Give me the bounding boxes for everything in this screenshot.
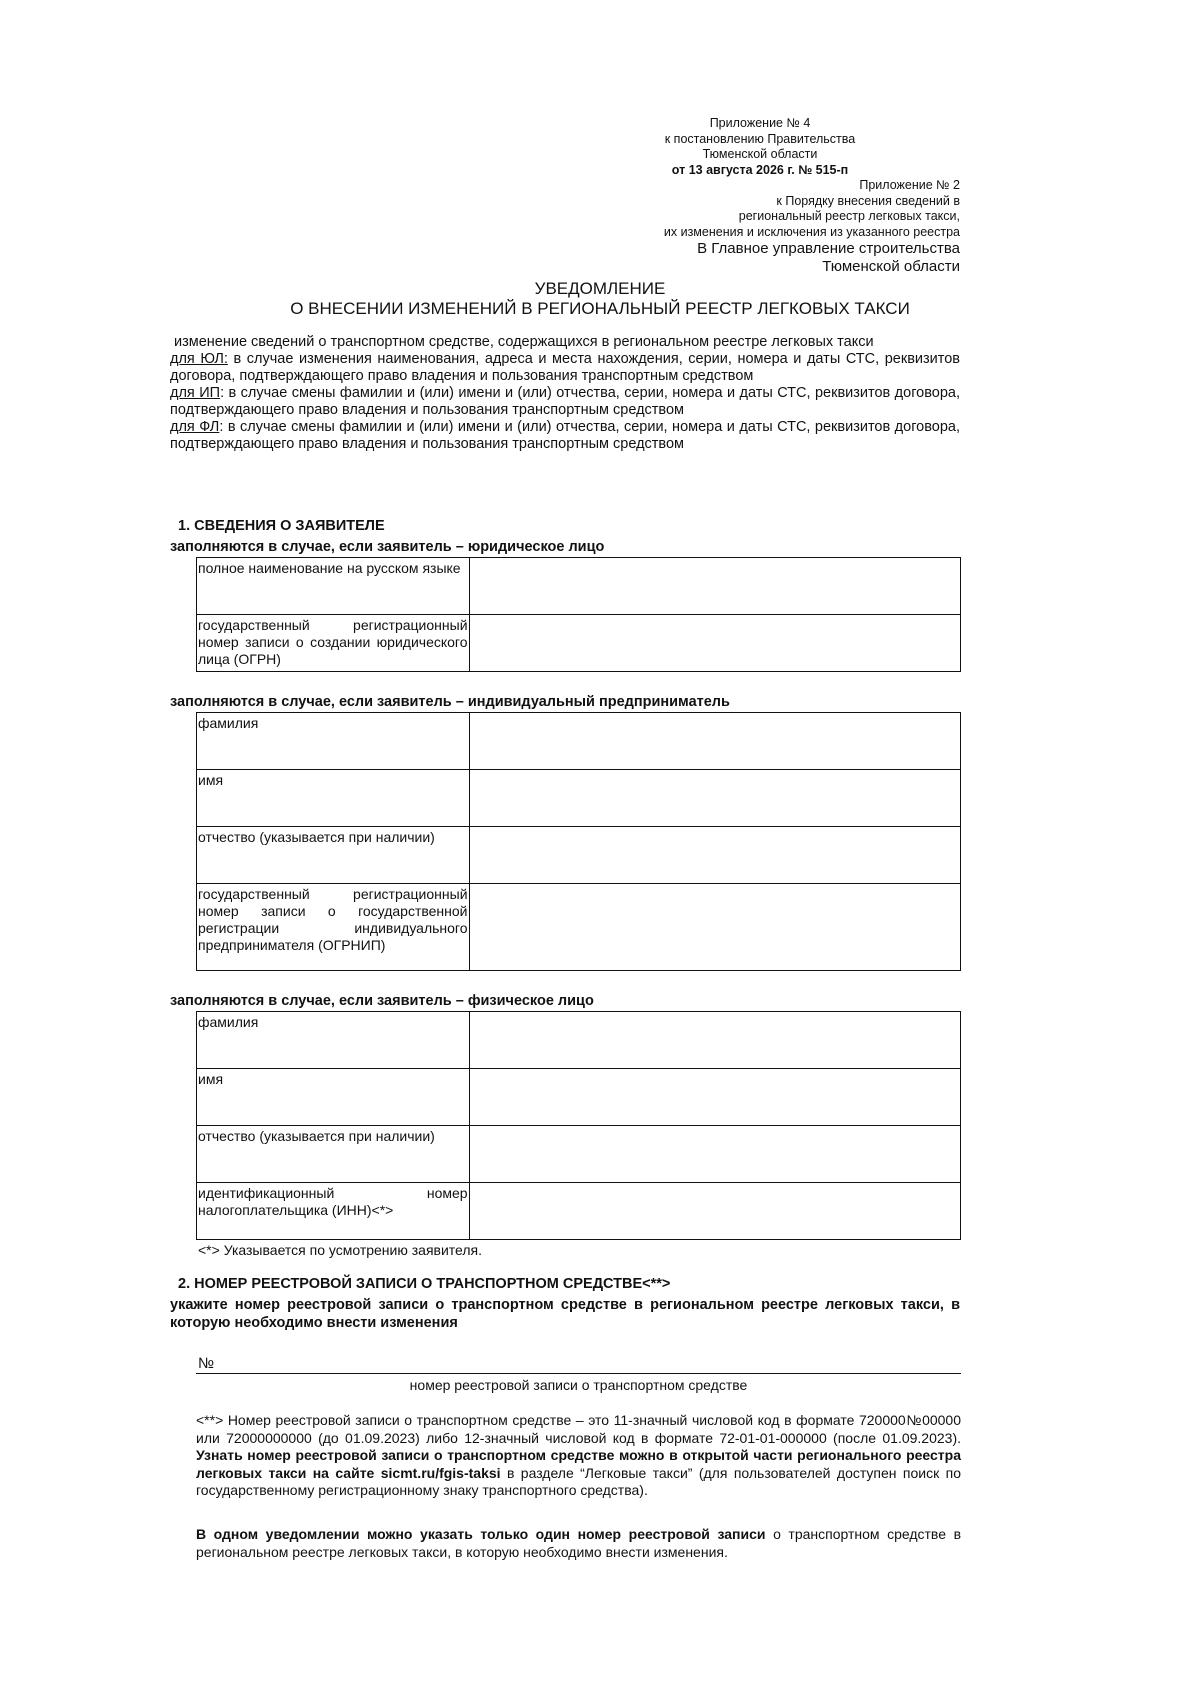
individual-label: для ФЛ [170,419,220,435]
order-appendix-line1: к Порядку внесения сведений в [776,193,960,208]
table-row [197,1069,961,1126]
intro-entrepreneur [170,385,960,419]
ip-patronymic-field[interactable] [469,827,960,884]
appendix-region: Тюменской области [702,147,818,161]
order-appendix-line3: их изменения и исключения из указанного реестра [663,224,960,239]
registry-number-note [196,1412,961,1500]
appendix-decree: к постановлению Правительства [664,131,856,146]
note-text-part2: в разделе “Легковые такси” (для пользователей доступен поиск по государственному регистрационному знаку транспортного средства). [196,1464,961,1498]
entrepreneur-subtitle: заполняются в случае, если заявитель – индивидуальный предприниматель [170,694,730,710]
section2-instruction: укажите номер реестровой записи о транспортном средстве в региональном реестре легковых такси, в которую необходимо внести изменения [170,1297,960,1331]
ogrn-field[interactable] [469,615,960,672]
addressee-line1: В Главное управление строительства [697,240,960,257]
individual-text: : в случае смены фамилии и (или) имени и (или) отчества, серии, номера и даты СТС, реквизитов договора, подтверждающего право владения и пользования транспортным средством [170,419,960,452]
registry-number-line[interactable] [196,1373,961,1374]
legal-entity-text: в случае изменения наименования, адреса и места нахождения, серии, номера и даты СТС, реквизитов договора, подтверждающего право владения и пользования транспортным средством [170,351,961,384]
section2-title: 2. НОМЕР РЕЕСТРОВОЙ ЗАПИСИ О ТРАНСПОРТНОМ СРЕДСТВЕ<**> [178,1276,671,1292]
appendix-number: Приложение № 4 [709,116,811,130]
legal-entity-subtitle: заполняются в случае, если заявитель – юридическое лицо [170,539,605,555]
field-label: отчество (указывается при наличии) [197,1126,470,1183]
legal-entity-table [196,557,961,672]
footnote-asterisk: <*> Указывается по усмотрению заявителя. [198,1242,482,1258]
section1-title: 1. СВЕДЕНИЯ О ЗАЯВИТЕЛЕ [178,518,385,534]
table-row [197,827,961,884]
field-label: идентификационный номер налогоплательщика (ИНН)<*> [197,1183,470,1240]
fl-name-field[interactable] [469,1069,960,1126]
addressee [697,240,960,276]
title-line1: УВЕДОМЛЕНИЕ [534,279,666,298]
number-prefix: № [198,1355,215,1372]
entrepreneur-table [196,712,961,971]
table-row [197,558,961,615]
addressee-line2: Тюменской области [822,258,960,275]
field-label: отчество (указывается при наличии) [197,827,470,884]
intro-line1: изменение сведений о транспортном средстве, содержащихся в региональном реестре легковых такси [174,334,874,350]
field-label: фамилия [197,713,470,770]
final-note-bold: В одном уведомлении можно указать только один номер реестровой записи [196,1526,766,1542]
field-label: полное наименование на русском языке [197,558,470,615]
appendix-date: от 13 августа 2026 г. № 515-п [671,162,849,177]
title-line2: О ВНЕСЕНИИ ИЗМЕНЕНИЙ В РЕГИОНАЛЬНЫЙ РЕЕСТР ЛЕГКОВЫХ ТАКСИ [290,299,910,318]
table-row [197,1183,961,1240]
fl-surname-field[interactable] [469,1012,960,1069]
appendix-header [560,116,960,178]
ogrnip-field[interactable] [469,884,960,971]
order-appendix-number: Приложение № 2 [859,178,960,192]
individual-subtitle: заполняются в случае, если заявитель – физическое лицо [170,993,594,1009]
intro-individual [170,419,960,453]
table-row [197,770,961,827]
full-name-field[interactable] [469,558,960,615]
field-label: фамилия [197,1012,470,1069]
field-label: имя [197,770,470,827]
individual-table [196,1011,961,1240]
table-row [197,1126,961,1183]
ip-name-field[interactable] [469,770,960,827]
field-label: имя [197,1069,470,1126]
note-text-part1: <**> Номер реестровой записи о транспортном средстве – это 11-значный числовой код в формате 720000№00000 или 72000000000 (до 01.09.2023) либо 12-значный числовой код в формате 72-01-01-000000 (после 01.09.2023). [196,1412,961,1446]
registry-number-caption: номер реестровой записи о транспортном средстве [409,1377,748,1393]
entrepreneur-text: : в случае смены фамилии и (или) имени и (или) отчества, серии, номера и даты СТС, реквизитов договора, подтверждающего право владения и пользования транспортным средством [170,385,960,418]
table-row [197,713,961,770]
document-title [0,279,1200,319]
table-row [197,615,961,672]
inn-field[interactable] [469,1183,960,1240]
ip-surname-field[interactable] [469,713,960,770]
field-label: государственный регистрационный номер записи о создании юридического лица (ОГРН) [197,615,470,672]
table-row [197,884,961,971]
entrepreneur-label: для ИП [170,385,221,401]
field-label: государственный регистрационный номер записи о государственной регистрации индивидуального предпринимателя (ОГРНИП) [197,884,470,971]
intro-text [170,334,960,453]
legal-entity-label: для ЮЛ: [170,351,228,367]
table-row [197,1012,961,1069]
note-text-bold: Узнать номер реестровой записи о транспортном средстве можно в открытой части регионального реестра легковых такси на сайте sicmt.ru/fgis-taksi [196,1447,961,1481]
intro-legal-entity [170,351,960,385]
order-appendix-header [664,178,960,240]
final-note-text: о транспортном средстве в региональном реестре легковых такси, в которую необходимо внести изменения. [196,1526,962,1560]
fl-patronymic-field[interactable] [469,1126,960,1183]
order-appendix-line2: региональный реестр легковых такси, [738,209,960,223]
final-note [196,1526,961,1561]
